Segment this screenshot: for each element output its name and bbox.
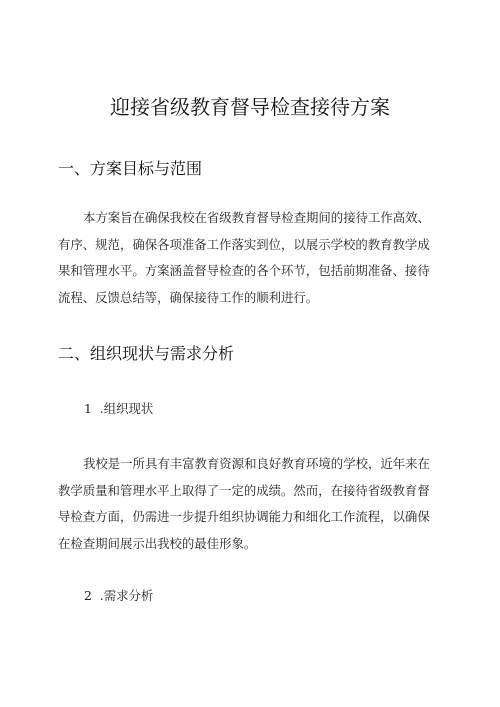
section1-paragraph xyxy=(58,205,450,311)
document-title: 迎接省级教育督导检查接待方案 xyxy=(110,95,390,119)
paragraph-line: 流程、反馈总结等，确保接待工作的顺利进行。 xyxy=(58,289,319,305)
section-heading-org-status-needs: 二、组织现状与需求分析 xyxy=(58,344,235,363)
paragraph-line: 教学质量和管理水平上取得了一定的成绩。然而，在接待省级教育督 xyxy=(58,482,430,498)
paragraph-line: 导检查方面，仍需进一步提升组织协调能力和细化工作流程，以确保 xyxy=(58,509,430,524)
subsection-label-needs-analysis: 2 .需求分析 xyxy=(84,588,154,603)
paragraph-line: 我校是一所具有丰富教育资源和良好教育环境的学校，近年来在 xyxy=(83,456,430,471)
paragraph-line: 有序、规范，确保各项准备工作落实到位，以展示学校的教育教学成 xyxy=(58,236,430,252)
subsection-label-org-status: 1 .组织现状 xyxy=(84,401,154,416)
paragraph-line: 果和管理水平。方案涵盖督导检查的各个环节，包括前期准备、接待 xyxy=(58,263,430,278)
paragraph-line: 在检查期间展示出我校的最佳形象。 xyxy=(58,535,257,551)
paragraph-line: 本方案旨在确保我校在省级教育督导检查期间的接待工作高效、 xyxy=(83,210,430,225)
section-heading-goals-scope: 一、方案目标与范围 xyxy=(58,159,203,178)
org-status-paragraph xyxy=(58,451,450,557)
